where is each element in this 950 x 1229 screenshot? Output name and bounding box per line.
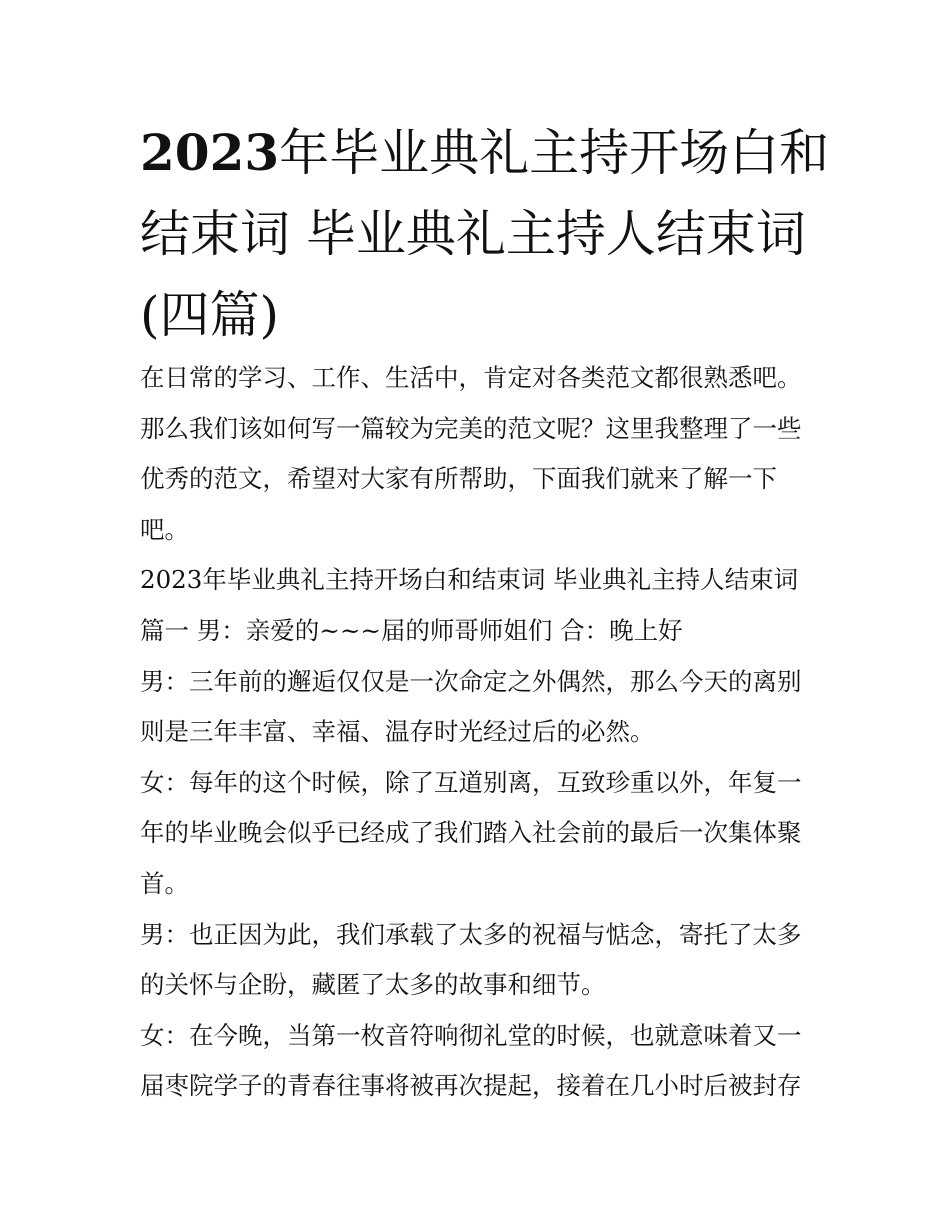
- body-line: 篇一 男：亲爱的~~~届的师哥师姐们 合：晚上好: [140, 615, 683, 645]
- body-line: 的关怀与企盼，藏匿了太多的故事和细节。: [140, 970, 606, 1000]
- body-line: 女：每年的这个时候，除了互道别离，互致珍重以外，年复一: [140, 767, 802, 797]
- title-line-1: [140, 112, 830, 194]
- title-line-3: (四篇): [140, 286, 280, 344]
- document-body: [140, 353, 830, 1112]
- body-line: 吧。: [140, 514, 189, 544]
- body-line: 优秀的范文，希望对大家有所帮助，下面我们就来了解一下: [140, 464, 777, 494]
- body-line: 届枣院学子的青春往事将被再次提起，接着在几小时后被封存: [140, 1071, 802, 1101]
- body-line: 年的毕业晚会似乎已经成了我们踏入社会前的最后一次集体聚: [140, 818, 802, 848]
- body-line: 那么我们该如何写一篇较为完美的范文呢？这里我整理了一些: [140, 413, 802, 443]
- title-year: 2023: [140, 123, 280, 182]
- body-line: 2023年毕业典礼主持开场白和结束词 毕业典礼主持人结束词: [140, 565, 799, 595]
- body-line: 在日常的学习、工作、生活中，肯定对各类范文都很熟悉吧。: [140, 363, 802, 392]
- body-line: 首。: [140, 868, 189, 898]
- title-line-2: 结束词 毕业典礼主持人结束词: [140, 205, 806, 263]
- body-line: 男：三年前的邂逅仅仅是一次命定之外偶然，那么今天的离别: [140, 666, 802, 696]
- body-line: 则是三年丰富、幸福、温存时光经过后的必然。: [140, 717, 655, 747]
- title-line-1-text: 年毕业典礼主持开场白和: [279, 124, 830, 182]
- body-line: 男：也正因为此，我们承载了太多的祝福与惦念，寄托了太多: [140, 919, 802, 949]
- document-title: [140, 112, 830, 356]
- body-line: 女：在今晚，当第一枚音符响彻礼堂的时候，也就意味着又一: [140, 1020, 802, 1050]
